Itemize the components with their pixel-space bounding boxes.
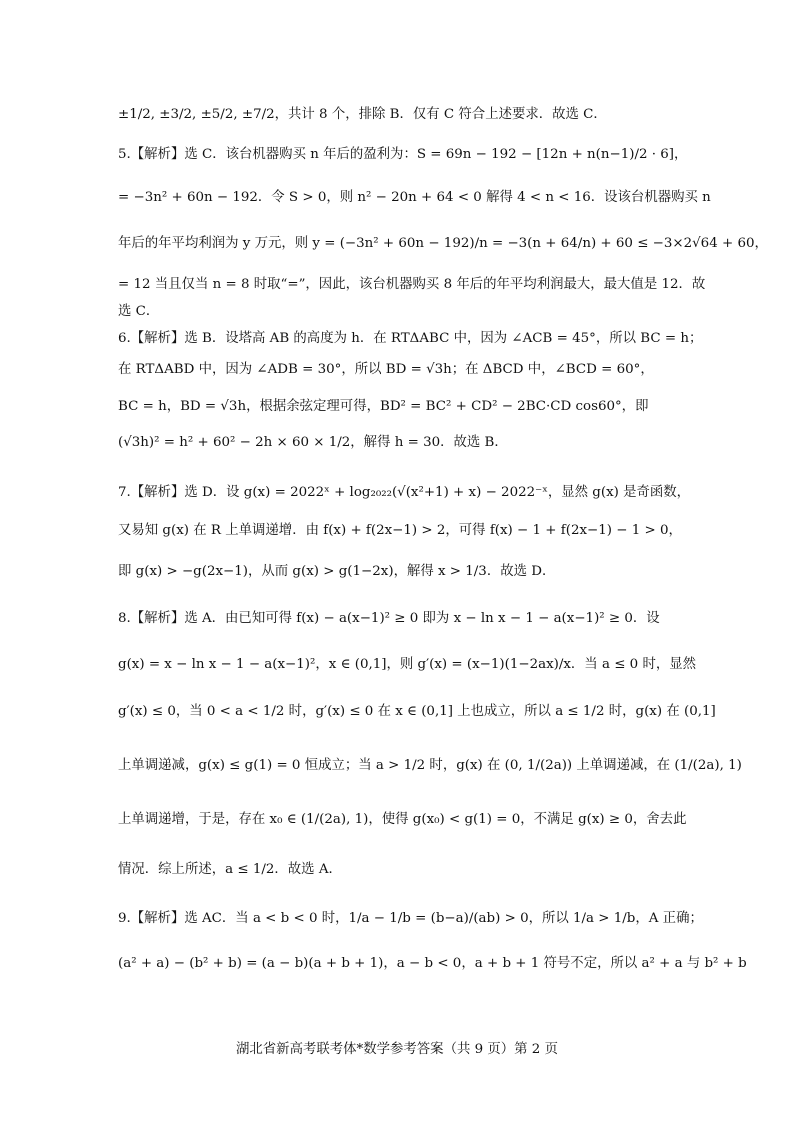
text-line: 5.【解析】选 C．该台机器购买 n 年后的盈利为：S = 69n − 192 − [12n + n(n−1)/2 · 6]， xyxy=(118,147,688,162)
text-line: (a² + a) − (b² + b) = (a − b)(a + b + 1)，a − b < 0，a + b + 1 符号不定，所以 a² + a 与 b² + b xyxy=(118,956,747,971)
text-line: g′(x) ≤ 0，当 0 < a < 1/2 时，g′(x) ≤ 0 在 x ∈ (0,1] 上也成立，所以 a ≤ 1/2 时，g(x) 在 (0,1] xyxy=(118,704,716,719)
text-line: 6.【解析】选 B．设塔高 AB 的高度为 h．在 RTΔABC 中，因为 ∠ACB = 45°，所以 BC = h； xyxy=(118,331,703,346)
text-line: = −3n² + 60n − 192．令 S > 0，则 n² − 20n + 64 < 0 解得 4 < n < 16．设该台机器购买 n xyxy=(118,190,711,205)
page-footer: 湖北省新高考联考体*数学参考答案（共 9 页）第 2 页 xyxy=(236,1042,558,1057)
text-line: 年后的年平均利润为 y 万元，则 y = (−3n² + 60n − 192)/n = −3(n + 64/n) + 60 ≤ −3×2√64 + 60， xyxy=(118,236,768,251)
text-line: 8.【解析】选 A．由已知可得 f(x) − a(x−1)² ≥ 0 即为 x − ln x − 1 − a(x−1)² ≥ 0．设 xyxy=(118,611,660,626)
text-line: ±1/2, ±3/2, ±5/2, ±7/2，共计 8 个，排除 B．仅有 C 符合上述要求．故选 C． xyxy=(118,107,607,122)
text-line: 7.【解析】选 D．设 g(x) = 2022ˣ + log₂₀₂₂(√(x²+1) + x) − 2022⁻ˣ，显然 g(x) 是奇函数， xyxy=(118,485,691,500)
text-line: 在 RTΔABD 中，因为 ∠ADB = 30°，所以 BD = √3h；在 ΔBCD 中，∠BCD = 60°， xyxy=(118,362,654,377)
text-line: 情况．综上所述，a ≤ 1/2．故选 A． xyxy=(118,862,342,877)
text-line: g(x) = x − ln x − 1 − a(x−1)²，x ∈ (0,1]，则 g′(x) = (x−1)(1−2ax)/x．当 a ≤ 0 时，显然 xyxy=(118,657,697,672)
text-line: (√3h)² = h² + 60² − 2h × 60 × 1/2，解得 h = 30．故选 B． xyxy=(118,435,508,450)
text-line: BC = h，BD = √3h，根据余弦定理可得，BD² = BC² + CD² − 2BC·CD cos60°，即 xyxy=(118,399,649,414)
text-line: 上单调递增，于是，存在 x₀ ∈ (1/(2a), 1)，使得 g(x₀) < g(1) = 0，不满足 g(x) ≥ 0，舍去此 xyxy=(118,812,687,827)
text-line: 又易知 g(x) 在 R 上单调递增．由 f(x) + f(2x−1) > 2，可得 f(x) − 1 + f(2x−1) − 1 > 0， xyxy=(118,523,682,538)
text-line: = 12 当且仅当 n = 8 时取“=”，因此，该台机器购买 8 年后的年平均利润最大，最大值是 12．故 xyxy=(118,277,706,292)
text-line: 9.【解析】选 AC．当 a < b < 0 时，1/a − 1/b = (b−a)/(ab) > 0，所以 1/a > 1/b，A 正确； xyxy=(118,911,703,926)
text-line: 上单调递减，g(x) ≤ g(1) = 0 恒成立；当 a > 1/2 时，g(x) 在 (0, 1/(2a)) 上单调递减，在 (1/(2a), 1) xyxy=(118,758,742,773)
text-line: 选 C． xyxy=(118,304,160,319)
text-line: 即 g(x) > −g(2x−1)，从而 g(x) > g(1−2x)，解得 x > 1/3．故选 D． xyxy=(118,564,556,579)
